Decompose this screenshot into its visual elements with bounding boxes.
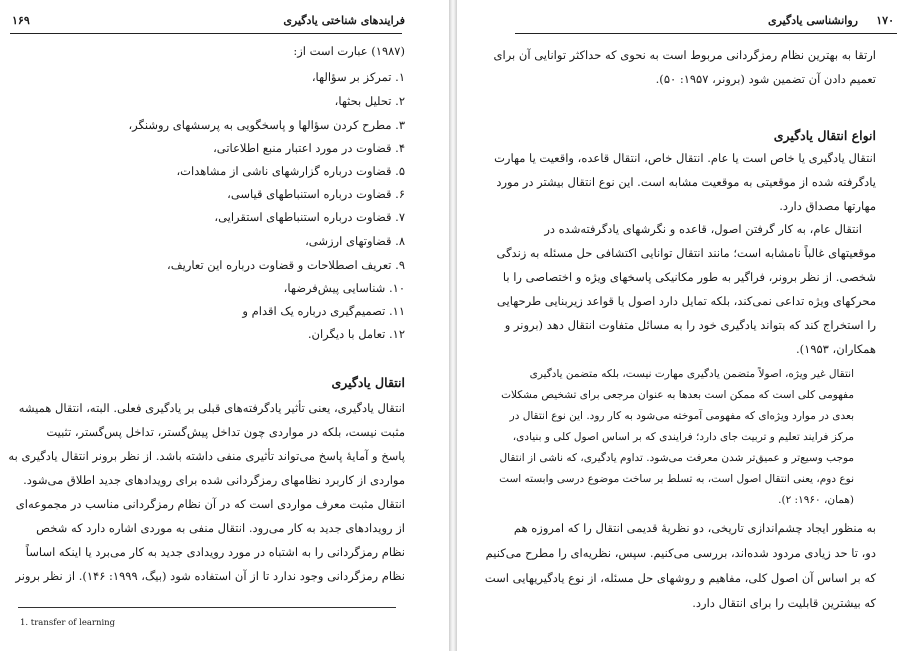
footnote: 1. transfer of learning: [20, 618, 116, 628]
right-header-rule: [515, 33, 897, 34]
list-item: ۹. تعریف اصطلاحات و قضاوت درباره این تعاریف،: [167, 258, 405, 272]
quote-line: موجب وسیع‌تر و عمیق‌تر شدن معرفت می‌شود. تداوم یادگیری، که ناشی از انتقال: [499, 452, 854, 464]
opening-line: ارتقا به بهترین نظام رمزگردانی مربوط است به نحوی که حداکثر توانایی آن برای: [493, 48, 876, 62]
list-item: ۶. قضاوت درباره استنباطهای قیاسی،: [227, 187, 405, 201]
left-page-number: ۱۶۹: [12, 14, 30, 27]
paragraph-line: انتقال عام، به کار گرفتن اصول، قاعده و نگرشهای یادگرفته‌شده در: [544, 222, 862, 236]
list-item: ۱۱. تصمیم‌گیری درباره یک اقدام و: [242, 304, 405, 318]
left-page: [0, 0, 449, 651]
footnote-rule: [18, 607, 396, 608]
paragraph-line: از رویدادهای جدید به کار می‌رود. انتقال منفی به موردی اشاره دارد که شخص: [36, 521, 405, 535]
paragraph-line: دو، تا حد زیادی مردود شده‌اند، بررسی می‌کنیم. سپس، نظریه‌ای را مطرح می‌کنیم: [485, 546, 876, 560]
paragraph-line: مثبت نیست، بلکه در مواردی چون تداخل پیش‌گستر، تداخل پس‌گستر، تثبیت: [46, 425, 405, 439]
list-item: ۴. قضاوت در مورد اعتبار منبع اطلاعاتی،: [213, 141, 405, 155]
list-item: ۱. تمرکز بر سؤالها،: [311, 70, 405, 84]
right-running-title: روانشناسی یادگیری: [768, 14, 858, 27]
paragraph-line: مواردی از کاربرد نظامهای رمزگردانی شده برای رویدادهای جدید اطلاق می‌شود.: [23, 473, 405, 487]
quote-line: نوع دوم، یعنی انتقال اصول است، به تسلط بر ساخت موضوع درسی وابسته است: [499, 473, 854, 485]
right-page: [457, 0, 906, 651]
paragraph-line: را استخراج کند که بتواند یادگیری خود را به مسائل متفاوت انتقال دهد (برونر و: [504, 318, 876, 332]
right-page-number: ۱۷۰: [876, 14, 894, 27]
list-item: ۸. قضاوتهای ارزشی،: [305, 234, 405, 248]
paragraph-line: انتقال یادگیری یا خاص است یا عام. انتقال خاص، انتقال قاعده، واقعیت یا مهارت: [494, 151, 876, 165]
list-item: ۳. مطرح کردن سؤالها و پاسخگویی به پرسشهای روشنگر،: [128, 118, 405, 132]
quote-line: بعدی در موارد ویژه‌ای که مفهومی آموخته می‌شود به کار رود. این نوع انتقال در: [509, 410, 854, 422]
list-item: ۲. تحلیل بحثها،: [334, 94, 405, 108]
left-section-heading: انتقال یادگیری: [331, 375, 405, 390]
paragraph-line: انتقال مثبت معرف مواردی است که در آن نظام رمزگردانی مناسب در مجموعه‌ای: [15, 497, 405, 511]
intro-line: (۱۹۸۷) عبارت است از:: [293, 44, 405, 58]
paragraph-line: که بر اساس آن اصول کلی، مفاهیم و روشهای حل مسئله، از نوع یادگیریهایی است: [484, 571, 876, 585]
quote-line: (همان، ۱۹۶۰: ۲).: [778, 494, 854, 506]
paragraph-line: انتقال یادگیری، یعنی تأثیر یادگرفته‌های قبلی بر یادگیری فعلی. البته، انتقال همیشه: [18, 401, 405, 415]
list-item: ۵. قضاوت درباره گزارشهای ناشی از مشاهدات،: [176, 164, 405, 178]
paragraph-line: که بیشترین قابلیت را برای انتقال دارد.: [692, 596, 876, 610]
left-header-rule: [10, 33, 402, 34]
list-item: ۱۲. تعامل با دیگران.: [307, 327, 405, 341]
quote-line: مفهومی کلی است که ممکن است بعدها به عنوان مرجعی برای تشخیص مشکلات: [501, 389, 854, 401]
book-gutter: [449, 0, 457, 651]
opening-line: تعمیم دادن آن تضمین شود (برونر، ۱۹۵۷: ۵۰).: [655, 72, 876, 86]
quote-line: مرکز فرایند تعلیم و تربیت جای دارد؛ فرایندی که بر اساس اصول کلی و بنیادی،: [512, 431, 854, 443]
paragraph-line: شخصی. از نظر برونر، فراگیر به طور مکانیکی پاسخهای ویژه و اختصاصی را با: [502, 270, 876, 284]
list-item: ۷. قضاوت درباره استنباطهای استقرایی،: [214, 210, 405, 224]
list-item: ۱۰. شناسایی پیش‌فرضها،: [283, 281, 405, 295]
left-running-title: فرایندهای شناختی یادگیری: [283, 14, 405, 27]
paragraph-line: نظام رمزگردانی وجود ندارد تا از آن استفاده شود (بیگ، ۱۹۹۹: ۱۴۶). از نظر برونر: [15, 569, 405, 583]
right-section-heading: انواع انتقال یادگیری: [773, 128, 876, 143]
paragraph-line: پاسخ و آمایهٔ پاسخ می‌تواند تأثیری منفی داشته باشد. از نظر برونر انتقال یادگیری به: [8, 449, 405, 463]
paragraph-line: همکاران، ۱۹۵۳).: [795, 342, 876, 356]
paragraph-line: یادگرفته شده از موقعیتی به موقعیت مشابه است. این نوع انتقال بیشتر در مورد: [496, 175, 876, 189]
quote-line: انتقال غیر ویژه، اصولاً متضمن یادگیری مهارت نیست، بلکه متضمن یادگیری: [529, 368, 854, 380]
paragraph-line: مهارتها مصداق دارد.: [779, 199, 876, 213]
paragraph-line: به منظور ایجاد چشم‌اندازی تاریخی، دو نظریهٔ قدیمی انتقال را که امروزه هم: [513, 521, 876, 535]
left-page-header: [0, 14, 449, 32]
paragraph-line: موقعیتهای غالباً نامشابه است؛ مانند انتقال توانایی اکتشافی حل مسئله به زندگی: [496, 246, 876, 260]
right-page-header: [457, 14, 906, 32]
paragraph-line: نظام رمزگردانی را به اشتباه در مورد رویدادی جدید به کار می‌برد یا اینکه اساساً: [25, 545, 405, 559]
paragraph-line: محرکهای ویژه تداعی نمی‌کند، بلکه تمایل دارد اصول یا قواعد زیربنایی طرحهایی: [496, 294, 876, 308]
